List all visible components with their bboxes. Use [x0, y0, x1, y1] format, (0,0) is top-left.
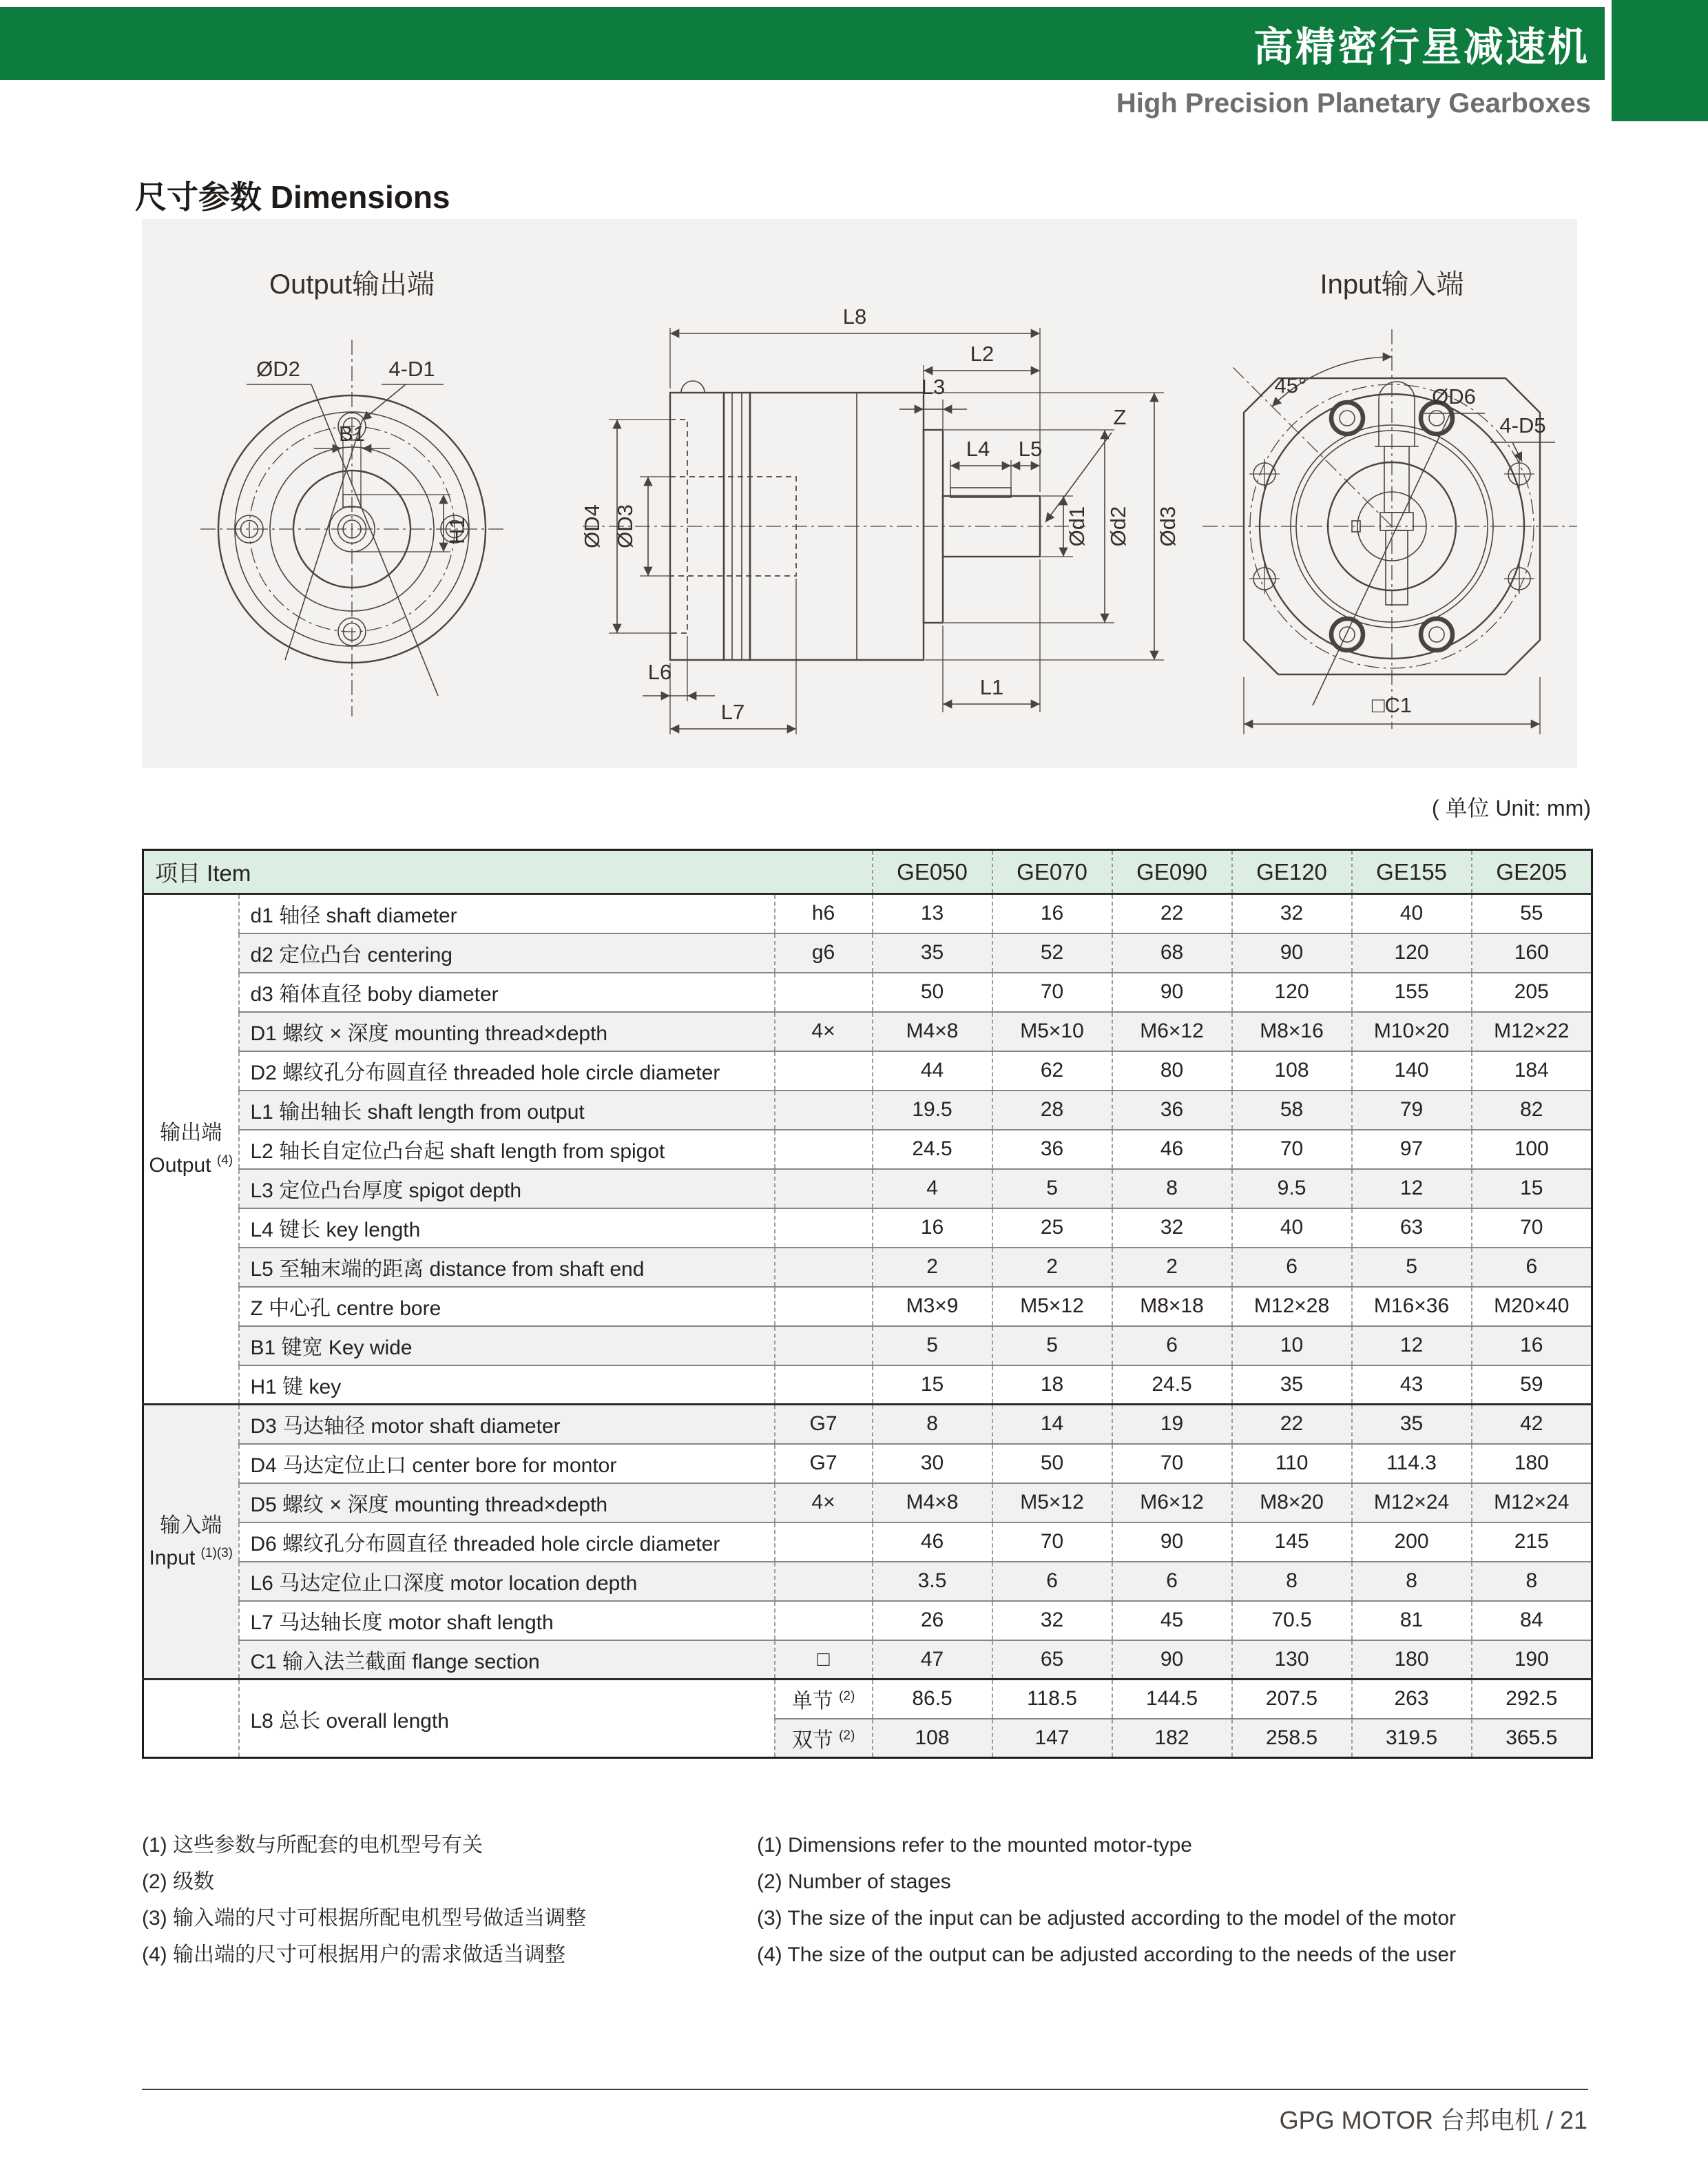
- value-cell: 35: [873, 933, 992, 973]
- value-cell: 62: [992, 1051, 1112, 1091]
- value-cell: 30: [873, 1444, 992, 1483]
- table-row: [143, 1130, 1592, 1169]
- table-row: [143, 1326, 1592, 1365]
- table-body: [143, 894, 1592, 1758]
- table-row: [143, 1483, 1592, 1522]
- unit-cell: □: [775, 1640, 873, 1680]
- footer-divider: [142, 2089, 1588, 2090]
- value-cell: 292.5: [1472, 1680, 1592, 1719]
- value-cell: M12×24: [1472, 1483, 1592, 1522]
- unit-cell: [775, 1169, 873, 1208]
- value-cell: 155: [1352, 973, 1472, 1012]
- value-cell: 108: [1232, 1051, 1352, 1091]
- table-header-model: GE155: [1352, 850, 1472, 894]
- value-cell: 8: [1112, 1169, 1232, 1208]
- unit-cell: [775, 1051, 873, 1091]
- value-cell: M12×28: [1232, 1287, 1352, 1326]
- value-cell: 144.5: [1112, 1680, 1232, 1719]
- output-view-label: Output输出端: [269, 269, 435, 300]
- value-cell: 6: [1232, 1248, 1352, 1287]
- value-cell: 16: [873, 1208, 992, 1248]
- unit-cell: [775, 1562, 873, 1601]
- unit-cell: 双节 $^{(2)}$: [775, 1719, 873, 1758]
- value-cell: 13: [873, 894, 992, 933]
- value-cell: 55: [1472, 894, 1592, 933]
- value-cell: 180: [1352, 1640, 1472, 1680]
- value-cell: 190: [1472, 1640, 1592, 1680]
- value-cell: 50: [992, 1444, 1112, 1483]
- table-row: [143, 1287, 1592, 1326]
- value-cell: M20×40: [1472, 1287, 1592, 1326]
- value-cell: 10: [1232, 1326, 1352, 1365]
- value-cell: 32: [1232, 894, 1352, 933]
- value-cell: 182: [1112, 1719, 1232, 1758]
- value-cell: 6: [1472, 1248, 1592, 1287]
- table-row: [143, 894, 1592, 933]
- unit-cell: 单节 $^{(2)}$: [775, 1680, 873, 1719]
- value-cell: 160: [1472, 933, 1592, 973]
- dim-4d1: 4-D1: [388, 357, 435, 381]
- value-cell: 58: [1232, 1091, 1352, 1130]
- item-cell: C1 输入法兰截面 flange section: [239, 1640, 775, 1680]
- value-cell: 18: [992, 1365, 1112, 1405]
- item-cell: D2 螺纹孔分布圆直径 threaded hole circle diameter: [239, 1051, 775, 1091]
- value-cell: 80: [1112, 1051, 1232, 1091]
- item-cell: B1 键宽 Key wide: [239, 1326, 775, 1365]
- table-row: [143, 1365, 1592, 1405]
- unit-cell: [775, 1522, 873, 1562]
- table-header-model: GE090: [1112, 850, 1232, 894]
- value-cell: 3.5: [873, 1562, 992, 1601]
- value-cell: 59: [1472, 1365, 1592, 1405]
- unit-cell: g6: [775, 933, 873, 973]
- value-cell: 9.5: [1232, 1169, 1352, 1208]
- value-cell: M5×10: [992, 1012, 1112, 1051]
- unit-cell: [775, 1091, 873, 1130]
- value-cell: 263: [1352, 1680, 1472, 1719]
- table-header-row: [143, 850, 1592, 894]
- value-cell: M12×24: [1352, 1483, 1472, 1522]
- section-title: 尺寸参数 Dimensions: [135, 179, 450, 215]
- dim-sd1: Ød1: [1065, 506, 1089, 547]
- value-cell: 8: [1352, 1562, 1472, 1601]
- unit-cell: [775, 1130, 873, 1169]
- unit-cell: [775, 1326, 873, 1365]
- dim-l4: L4: [966, 437, 990, 461]
- value-cell: 97: [1352, 1130, 1472, 1169]
- table-row: [143, 1051, 1592, 1091]
- table-header-item: 项目 Item: [143, 850, 873, 894]
- table-row: [143, 1562, 1592, 1601]
- item-cell: d3 箱体直径 boby diameter: [239, 973, 775, 1012]
- value-cell: 100: [1472, 1130, 1592, 1169]
- dim-c1: □C1: [1371, 693, 1413, 717]
- table-row: [143, 1208, 1592, 1248]
- value-cell: 6: [992, 1562, 1112, 1601]
- value-cell: 180: [1472, 1444, 1592, 1483]
- footnote: (1) Dimensions refer to the mounted motor-type: [757, 1834, 1192, 1857]
- footnote: (4) The size of the output can be adjusted according to the needs of the user: [757, 1943, 1457, 1966]
- item-cell: L8 总长 overall length: [239, 1680, 775, 1758]
- item-cell: d1 轴径 shaft diameter: [239, 894, 775, 933]
- value-cell: 70: [1112, 1444, 1232, 1483]
- item-cell: D6 螺纹孔分布圆直径 threaded hole circle diameter: [239, 1522, 775, 1562]
- value-cell: 90: [1112, 1522, 1232, 1562]
- value-cell: 14: [992, 1405, 1112, 1444]
- value-cell: 8: [1472, 1562, 1592, 1601]
- value-cell: 15: [1472, 1169, 1592, 1208]
- footnotes-en: [757, 1827, 1590, 1973]
- dim-l7: L7: [720, 700, 745, 724]
- footnote: (1) 这些参数与所配套的电机型号有关: [142, 1834, 483, 1857]
- value-cell: 22: [1112, 894, 1232, 933]
- value-cell: 81: [1352, 1601, 1472, 1640]
- value-cell: 12: [1352, 1326, 1472, 1365]
- value-cell: 68: [1112, 933, 1232, 973]
- value-cell: 65: [992, 1640, 1112, 1680]
- footnotes-cn: [142, 1827, 748, 1973]
- value-cell: M6×12: [1112, 1012, 1232, 1051]
- value-cell: 86.5: [873, 1680, 992, 1719]
- value-cell: 90: [1112, 1640, 1232, 1680]
- footer-page-label: GPG MOTOR 台邦电机 / 21: [1279, 2106, 1587, 2134]
- unit-cell: [775, 1248, 873, 1287]
- table-header-model: GE120: [1232, 850, 1352, 894]
- value-cell: M8×16: [1232, 1012, 1352, 1051]
- value-cell: 70: [1472, 1208, 1592, 1248]
- dim-b1: B1: [339, 422, 365, 446]
- value-cell: 44: [873, 1051, 992, 1091]
- dim-l2: L2: [970, 342, 994, 366]
- value-cell: 26: [873, 1601, 992, 1640]
- footnote: (4) 输出端的尺寸可根据用户的需求做适当调整: [142, 1943, 565, 1966]
- value-cell: 8: [873, 1405, 992, 1444]
- footnote: (2) 级数: [142, 1870, 214, 1893]
- group-cell: 输入端 Input $^{(1)(3)}$: [143, 1405, 239, 1680]
- item-cell: L4 键长 key length: [239, 1208, 775, 1248]
- dimension-drawing: [142, 219, 1577, 768]
- dim-dd6: ØD6: [1432, 384, 1476, 409]
- value-cell: M10×20: [1352, 1012, 1472, 1051]
- value-cell: M16×36: [1352, 1287, 1472, 1326]
- value-cell: 16: [992, 894, 1112, 933]
- unit-note: ( 单位 Unit: mm): [1431, 796, 1591, 820]
- value-cell: 32: [992, 1601, 1112, 1640]
- value-cell: 47: [873, 1640, 992, 1680]
- value-cell: 36: [992, 1130, 1112, 1169]
- dim-l3: L3: [921, 375, 946, 399]
- value-cell: 32: [1112, 1208, 1232, 1248]
- value-cell: 25: [992, 1208, 1112, 1248]
- dim-dd4: ØD4: [580, 504, 604, 548]
- value-cell: 15: [873, 1365, 992, 1405]
- page-title: 高精密行星减速机: [1253, 25, 1590, 70]
- value-cell: 70: [1232, 1130, 1352, 1169]
- value-cell: M12×22: [1472, 1012, 1592, 1051]
- value-cell: 46: [873, 1522, 992, 1562]
- value-cell: 24.5: [873, 1130, 992, 1169]
- value-cell: 90: [1232, 933, 1352, 973]
- item-cell: D1 螺纹 × 深度 mounting thread×depth: [239, 1012, 775, 1051]
- dim-z: Z: [1113, 405, 1127, 429]
- value-cell: M8×18: [1112, 1287, 1232, 1326]
- value-cell: 50: [873, 973, 992, 1012]
- unit-cell: [775, 1208, 873, 1248]
- value-cell: 6: [1112, 1326, 1232, 1365]
- table-row: [143, 1091, 1592, 1130]
- table-row: [143, 1405, 1592, 1444]
- value-cell: 2: [873, 1248, 992, 1287]
- group-cell: 输出端 Output $^{(4)}$: [143, 894, 239, 1405]
- value-cell: 2: [1112, 1248, 1232, 1287]
- value-cell: M5×12: [992, 1287, 1112, 1326]
- value-cell: 19: [1112, 1405, 1232, 1444]
- dim-h1: H1: [445, 517, 469, 544]
- value-cell: 24.5: [1112, 1365, 1232, 1405]
- value-cell: 5: [992, 1169, 1112, 1208]
- item-cell: L5 至轴末端的距离 distance from shaft end: [239, 1248, 775, 1287]
- value-cell: 130: [1232, 1640, 1352, 1680]
- footnote: (2) Number of stages: [757, 1870, 951, 1893]
- item-cell: L1 输出轴长 shaft length from output: [239, 1091, 775, 1130]
- item-cell: L2 轴长自定位凸台起 shaft length from spigot: [239, 1130, 775, 1169]
- value-cell: 147: [992, 1719, 1112, 1758]
- value-cell: 79: [1352, 1091, 1472, 1130]
- value-cell: 90: [1112, 973, 1232, 1012]
- footnote: (3) The size of the input can be adjusted according to the model of the motor: [757, 1907, 1457, 1930]
- unit-cell: h6: [775, 894, 873, 933]
- value-cell: 120: [1232, 973, 1352, 1012]
- dim-l6: L6: [647, 660, 672, 684]
- value-cell: 110: [1232, 1444, 1352, 1483]
- value-cell: M5×12: [992, 1483, 1112, 1522]
- table-row: [143, 1012, 1592, 1051]
- dim-sd3: Ød3: [1156, 506, 1180, 547]
- value-cell: 70: [992, 1522, 1112, 1562]
- header-banner: [0, 7, 1605, 80]
- value-cell: 140: [1352, 1051, 1472, 1091]
- table-row: [143, 1680, 1592, 1719]
- value-cell: 22: [1232, 1405, 1352, 1444]
- value-cell: 43: [1352, 1365, 1472, 1405]
- item-cell: D4 马达定位止口 center bore for montor: [239, 1444, 775, 1483]
- value-cell: 52: [992, 933, 1112, 973]
- item-cell: Z 中心孔 centre bore: [239, 1287, 775, 1326]
- value-cell: M4×8: [873, 1483, 992, 1522]
- value-cell: 45: [1112, 1601, 1232, 1640]
- table-row: [143, 1640, 1592, 1680]
- value-cell: 4: [873, 1169, 992, 1208]
- value-cell: 84: [1472, 1601, 1592, 1640]
- table-row: [143, 973, 1592, 1012]
- value-cell: 200: [1352, 1522, 1472, 1562]
- value-cell: 365.5: [1472, 1719, 1592, 1758]
- unit-cell: 4×: [775, 1012, 873, 1051]
- item-cell: d2 定位凸台 centering: [239, 933, 775, 973]
- item-cell: L3 定位凸台厚度 spigot depth: [239, 1169, 775, 1208]
- dim-d2-circle: ØD2: [256, 357, 300, 381]
- value-cell: M6×12: [1112, 1483, 1232, 1522]
- item-cell: D3 马达轴径 motor shaft diameter: [239, 1405, 775, 1444]
- dim-l5: L5: [1018, 437, 1043, 461]
- table-row: [143, 1248, 1592, 1287]
- table-row: [143, 1169, 1592, 1208]
- value-cell: 5: [873, 1326, 992, 1365]
- value-cell: 40: [1352, 894, 1472, 933]
- item-cell: D5 螺纹 × 深度 mounting thread×depth: [239, 1483, 775, 1522]
- section-view: [580, 304, 1180, 734]
- value-cell: 207.5: [1232, 1680, 1352, 1719]
- input-view-label: Input输入端: [1320, 269, 1464, 300]
- unit-cell: G7: [775, 1444, 873, 1483]
- value-cell: 16: [1472, 1326, 1592, 1365]
- value-cell: 42: [1472, 1405, 1592, 1444]
- drawing-panel: [142, 219, 1577, 768]
- value-cell: 2: [992, 1248, 1112, 1287]
- page-subtitle: High Precision Planetary Gearboxes: [1116, 88, 1591, 118]
- value-cell: 5: [992, 1326, 1112, 1365]
- value-cell: 118.5: [992, 1680, 1112, 1719]
- value-cell: 108: [873, 1719, 992, 1758]
- value-cell: 40: [1232, 1208, 1352, 1248]
- value-cell: 5: [1352, 1248, 1472, 1287]
- value-cell: 82: [1472, 1091, 1592, 1130]
- table-header-model: GE070: [992, 850, 1112, 894]
- unit-cell: [775, 973, 873, 1012]
- table-row: [143, 1522, 1592, 1562]
- value-cell: 70.5: [1232, 1601, 1352, 1640]
- dim-l8: L8: [842, 304, 867, 329]
- dim-dd3: ØD3: [613, 504, 637, 548]
- value-cell: 35: [1232, 1365, 1352, 1405]
- unit-cell: 4×: [775, 1483, 873, 1522]
- corner-accent: [1612, 0, 1708, 121]
- value-cell: 205: [1472, 973, 1592, 1012]
- item-cell: L7 马达轴长度 motor shaft length: [239, 1601, 775, 1640]
- value-cell: 184: [1472, 1051, 1592, 1091]
- value-cell: 258.5: [1232, 1719, 1352, 1758]
- value-cell: 46: [1112, 1130, 1232, 1169]
- output-view: [200, 269, 503, 716]
- value-cell: 36: [1112, 1091, 1232, 1130]
- value-cell: 120: [1352, 933, 1472, 973]
- table-row: [143, 1444, 1592, 1483]
- value-cell: 63: [1352, 1208, 1472, 1248]
- footnote: (3) 输入端的尺寸可根据所配电机型号做适当调整: [142, 1907, 586, 1930]
- dimensions-table: [142, 849, 1593, 1759]
- unit-cell: G7: [775, 1405, 873, 1444]
- unit-cell: [775, 1365, 873, 1405]
- value-cell: 28: [992, 1091, 1112, 1130]
- table-row: [143, 1601, 1592, 1640]
- dim-l1: L1: [979, 675, 1004, 699]
- value-cell: 12: [1352, 1169, 1472, 1208]
- value-cell: 319.5: [1352, 1719, 1472, 1758]
- value-cell: 19.5: [873, 1091, 992, 1130]
- value-cell: 215: [1472, 1522, 1592, 1562]
- value-cell: M8×20: [1232, 1483, 1352, 1522]
- value-cell: 6: [1112, 1562, 1232, 1601]
- value-cell: 70: [992, 973, 1112, 1012]
- item-cell: H1 键 key: [239, 1365, 775, 1405]
- item-cell: L6 马达定位止口深度 motor location depth: [239, 1562, 775, 1601]
- group-cell: [143, 1680, 239, 1758]
- dim-45deg: 45°: [1274, 373, 1307, 397]
- dim-4d5: 4-D5: [1499, 413, 1546, 437]
- value-cell: M4×8: [873, 1012, 992, 1051]
- input-view: [1202, 269, 1577, 734]
- dim-sd2: Ød2: [1106, 506, 1130, 547]
- unit-cell: [775, 1287, 873, 1326]
- value-cell: 145: [1232, 1522, 1352, 1562]
- unit-cell: [775, 1601, 873, 1640]
- value-cell: M3×9: [873, 1287, 992, 1326]
- table-row: [143, 933, 1592, 973]
- value-cell: 114.3: [1352, 1444, 1472, 1483]
- table-header-model: GE205: [1472, 850, 1592, 894]
- value-cell: 35: [1352, 1405, 1472, 1444]
- value-cell: 8: [1232, 1562, 1352, 1601]
- table-header-model: GE050: [873, 850, 992, 894]
